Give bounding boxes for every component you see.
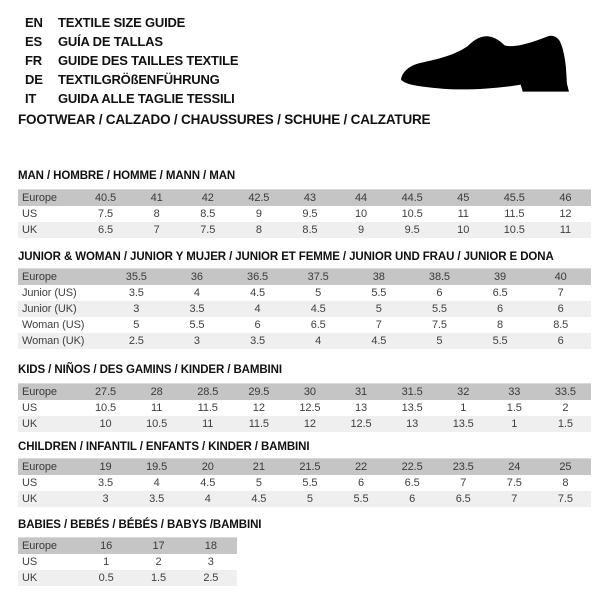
- size-cell: 3.5: [98, 477, 114, 489]
- size-cell: 12.5: [299, 402, 321, 414]
- table-row: [18, 416, 591, 432]
- section-title-babies: BABIES / BEBÉS / BÉBÉS / BABYS /BAMBINI: [18, 519, 262, 531]
- table-row: [18, 301, 591, 317]
- size-cell: 10.5: [95, 402, 117, 414]
- table-row: [18, 333, 591, 349]
- row-label: Europe: [22, 192, 57, 204]
- size-cell: 4.5: [251, 493, 267, 505]
- size-cell: 12.5: [350, 418, 372, 430]
- size-cell: 10: [99, 418, 112, 430]
- language-code: IT: [25, 91, 37, 106]
- table-row: [18, 222, 591, 238]
- size-cell: 3: [133, 303, 140, 315]
- section-title-man: MAN / HOMBRE / HOMME / MANN / MAN: [18, 170, 236, 182]
- section-title-junior-woman: JUNIOR & WOMAN / JUNIOR Y MUJER / JUNIOR ET FEMME / JUNIOR UND FRAU / JUNIOR E DONA: [18, 251, 554, 263]
- size-cell: 17: [152, 540, 165, 552]
- size-cell: 28.5: [197, 386, 219, 398]
- size-cell: 7: [460, 477, 467, 489]
- size-cell: 3: [193, 335, 200, 347]
- size-cell: 6.5: [98, 224, 114, 236]
- size-cell: 23.5: [452, 461, 474, 473]
- size-cell: 4: [153, 477, 160, 489]
- row-label: US: [22, 477, 38, 489]
- size-cell: 13: [354, 402, 368, 414]
- size-cell: 3: [102, 493, 109, 505]
- size-cell: 11.5: [248, 418, 269, 430]
- size-cell: 42: [201, 192, 214, 204]
- size-cell: 13.5: [452, 418, 474, 430]
- size-cell: 4: [204, 493, 211, 505]
- size-cell: 44: [354, 192, 368, 204]
- size-cell: 8.5: [302, 224, 318, 236]
- size-cell: 30: [303, 386, 316, 398]
- size-cell: 5.5: [431, 303, 447, 315]
- row-label: Woman (UK): [22, 335, 85, 347]
- language-code: DE: [25, 72, 43, 87]
- size-cell: 1: [103, 556, 110, 568]
- size-cell: 25: [559, 461, 572, 473]
- size-cell: 5: [436, 335, 443, 347]
- table-row: [18, 317, 591, 333]
- size-cell: 42.5: [248, 192, 270, 204]
- size-cell: 38.5: [428, 271, 450, 283]
- table-header-row: [18, 384, 591, 400]
- size-cell: 43: [303, 192, 316, 204]
- size-cell: 11.5: [197, 402, 218, 414]
- size-cell: 20: [201, 461, 214, 473]
- size-cell: 41: [150, 192, 163, 204]
- size-cell: 7.5: [557, 493, 573, 505]
- table-row: [18, 400, 591, 416]
- language-row-fr: [25, 51, 238, 70]
- size-cell: 10: [457, 224, 470, 236]
- size-cell: 7: [153, 224, 160, 236]
- size-table-babies: [18, 537, 237, 586]
- language-row-it: [25, 89, 238, 108]
- row-label: Europe: [22, 540, 57, 552]
- size-cell: 3.5: [250, 335, 266, 347]
- category-heading: FOOTWEAR / CALZADO / CHAUSSURES / SCHUHE / CALZATURE: [18, 112, 431, 127]
- size-cell: 8: [562, 477, 569, 489]
- size-cell: 6: [358, 477, 365, 489]
- row-label: UK: [22, 418, 38, 430]
- size-cell: 10: [354, 208, 368, 220]
- size-cell: 21.5: [299, 461, 321, 473]
- table-row: [18, 570, 237, 586]
- language-code: EN: [25, 15, 43, 30]
- size-cell: 4: [193, 287, 200, 299]
- size-cell: 5.5: [371, 287, 387, 299]
- size-cell: 1: [460, 402, 467, 414]
- size-cell: 5.5: [353, 493, 369, 505]
- size-cell: 40: [554, 271, 567, 283]
- size-cell: 1: [511, 418, 518, 430]
- language-title: GUIDE DES TAILLES TEXTILE: [58, 53, 239, 68]
- size-cell: 5: [375, 303, 382, 315]
- row-label: Europe: [22, 386, 57, 398]
- size-cell: 29.5: [248, 386, 270, 398]
- size-cell: 8: [255, 224, 262, 236]
- size-cell: 39: [494, 271, 507, 283]
- size-cell: 7.5: [431, 319, 447, 331]
- size-cell: 21: [252, 461, 265, 473]
- size-cell: 13.5: [401, 402, 423, 414]
- size-cell: 8.5: [200, 208, 216, 220]
- size-cell: 11.5: [504, 208, 525, 220]
- size-cell: 6.5: [404, 477, 420, 489]
- language-row-en: [25, 13, 238, 32]
- row-label: US: [22, 402, 38, 414]
- size-cell: 4.5: [371, 335, 387, 347]
- size-cell: 36.5: [247, 271, 269, 283]
- size-cell: 10.5: [503, 224, 525, 236]
- size-cell: 45.5: [503, 192, 525, 204]
- size-cell: 6: [409, 493, 416, 505]
- size-cell: 35.5: [125, 271, 147, 283]
- table-row: [18, 206, 591, 222]
- size-cell: 33: [508, 386, 521, 398]
- size-cell: 7.5: [200, 224, 216, 236]
- row-label: Woman (US): [22, 319, 85, 331]
- language-title: GUÍA DE TALLAS: [58, 34, 163, 49]
- size-cell: 19.5: [146, 461, 168, 473]
- size-cell: 6: [497, 303, 504, 315]
- size-cell: 4.5: [310, 303, 326, 315]
- size-cell: 32: [457, 386, 470, 398]
- size-cell: 6: [436, 287, 443, 299]
- size-cell: 2: [155, 556, 162, 568]
- size-cell: 46: [559, 192, 572, 204]
- size-cell: 11: [151, 402, 163, 414]
- size-cell: 4.5: [200, 477, 216, 489]
- size-cell: 5.5: [189, 319, 205, 331]
- row-label: UK: [22, 572, 38, 584]
- size-cell: 2.5: [203, 572, 219, 584]
- size-cell: 11: [457, 208, 469, 220]
- size-cell: 5: [315, 287, 322, 299]
- size-cell: 4.5: [250, 287, 266, 299]
- size-cell: 6: [557, 335, 564, 347]
- row-label: US: [22, 208, 38, 220]
- size-cell: 11: [202, 418, 214, 430]
- section-title-children: CHILDREN / INFANTIL / ENFANTS / KINDER / BAMBINI: [18, 441, 310, 453]
- size-cell: 24: [508, 461, 521, 473]
- table-header-row: [18, 459, 591, 475]
- size-cell: 28: [150, 386, 163, 398]
- size-cell: 27.5: [95, 386, 117, 398]
- size-cell: 44.5: [401, 192, 423, 204]
- size-cell: 3.5: [128, 287, 144, 299]
- size-cell: 36: [190, 271, 203, 283]
- size-cell: 7: [511, 493, 518, 505]
- size-cell: 10.5: [146, 418, 168, 430]
- size-cell: 8.5: [553, 319, 569, 331]
- size-cell: 5: [255, 477, 262, 489]
- size-cell: 45: [457, 192, 470, 204]
- size-cell: 18: [204, 540, 217, 552]
- row-label: Europe: [22, 271, 57, 283]
- size-cell: 33.5: [554, 386, 576, 398]
- size-cell: 12: [303, 418, 316, 430]
- size-cell: 1.5: [150, 572, 166, 584]
- table-row: [18, 554, 237, 570]
- size-cell: 5: [306, 493, 313, 505]
- size-cell: 6.5: [455, 493, 471, 505]
- size-cell: 6.5: [492, 287, 508, 299]
- size-cell: 3.5: [189, 303, 205, 315]
- size-cell: 7: [375, 319, 382, 331]
- size-cell: 7.5: [98, 208, 114, 220]
- size-cell: 37.5: [307, 271, 329, 283]
- section-title-kids: KIDS / NIÑOS / DES GAMINS / KINDER / BAMBINI: [18, 364, 282, 376]
- size-cell: 6.5: [310, 319, 326, 331]
- table-row: [18, 475, 591, 491]
- size-cell: 9: [255, 208, 262, 220]
- size-cell: 6: [557, 303, 564, 315]
- size-cell: 16: [100, 540, 113, 552]
- language-code: FR: [25, 53, 42, 68]
- size-cell: 12: [559, 208, 572, 220]
- size-cell: 9.5: [404, 224, 420, 236]
- language-title: TEXTILE SIZE GUIDE: [58, 15, 186, 30]
- size-cell: 1.5: [557, 418, 573, 430]
- row-label: UK: [22, 224, 38, 236]
- size-cell: 4: [254, 303, 261, 315]
- row-label: US: [22, 556, 38, 568]
- size-table-man: [18, 189, 591, 238]
- size-cell: 10.5: [401, 208, 423, 220]
- size-cell: 0.5: [98, 572, 114, 584]
- size-cell: 9: [358, 224, 365, 236]
- language-title: TEXTILGRÖßENFÜHRUNG: [58, 72, 220, 87]
- size-cell: 8: [153, 208, 160, 220]
- size-cell: 1.5: [506, 402, 522, 414]
- size-cell: 40.5: [95, 192, 117, 204]
- table-row: [18, 285, 591, 301]
- size-cell: 22.5: [401, 461, 423, 473]
- language-title: GUIDA ALLE TAGLIE TESSILI: [58, 91, 235, 106]
- row-label: Junior (UK): [22, 303, 77, 315]
- size-table-children: [18, 458, 591, 507]
- size-table-kids: [18, 383, 591, 432]
- language-row-es: [25, 32, 238, 51]
- size-cell: 3.5: [149, 493, 165, 505]
- size-cell: 5.5: [492, 335, 508, 347]
- size-cell: 6: [254, 319, 261, 331]
- dress-shoe-icon: [399, 33, 576, 94]
- row-label: Europe: [22, 461, 57, 473]
- size-cell: 5.5: [302, 477, 318, 489]
- size-cell: 9.5: [302, 208, 318, 220]
- size-cell: 4: [315, 335, 322, 347]
- language-list: [25, 13, 238, 108]
- size-cell: 8: [497, 319, 504, 331]
- table-header-row: [18, 269, 591, 285]
- size-cell: 38: [372, 271, 385, 283]
- size-cell: 7.5: [506, 477, 522, 489]
- size-cell: 13: [406, 418, 419, 430]
- size-cell: 2.5: [128, 335, 144, 347]
- language-row-de: [25, 70, 238, 89]
- size-cell: 2: [562, 402, 569, 414]
- size-cell: 19: [99, 461, 112, 473]
- row-label: Junior (US): [22, 287, 77, 299]
- size-cell: 5: [133, 319, 140, 331]
- size-cell: 31.5: [401, 386, 423, 398]
- table-row: [18, 491, 591, 507]
- language-code: ES: [25, 34, 42, 49]
- size-cell: 22: [354, 461, 368, 473]
- size-table-junior-woman: [18, 268, 591, 349]
- size-cell: 31: [354, 386, 368, 398]
- table-header-row: [18, 538, 237, 554]
- row-label: UK: [22, 493, 38, 505]
- size-cell: 7: [557, 287, 564, 299]
- size-cell: 12: [252, 402, 265, 414]
- table-header-row: [18, 190, 591, 206]
- size-cell: 3: [207, 556, 214, 568]
- size-cell: 11: [559, 224, 571, 236]
